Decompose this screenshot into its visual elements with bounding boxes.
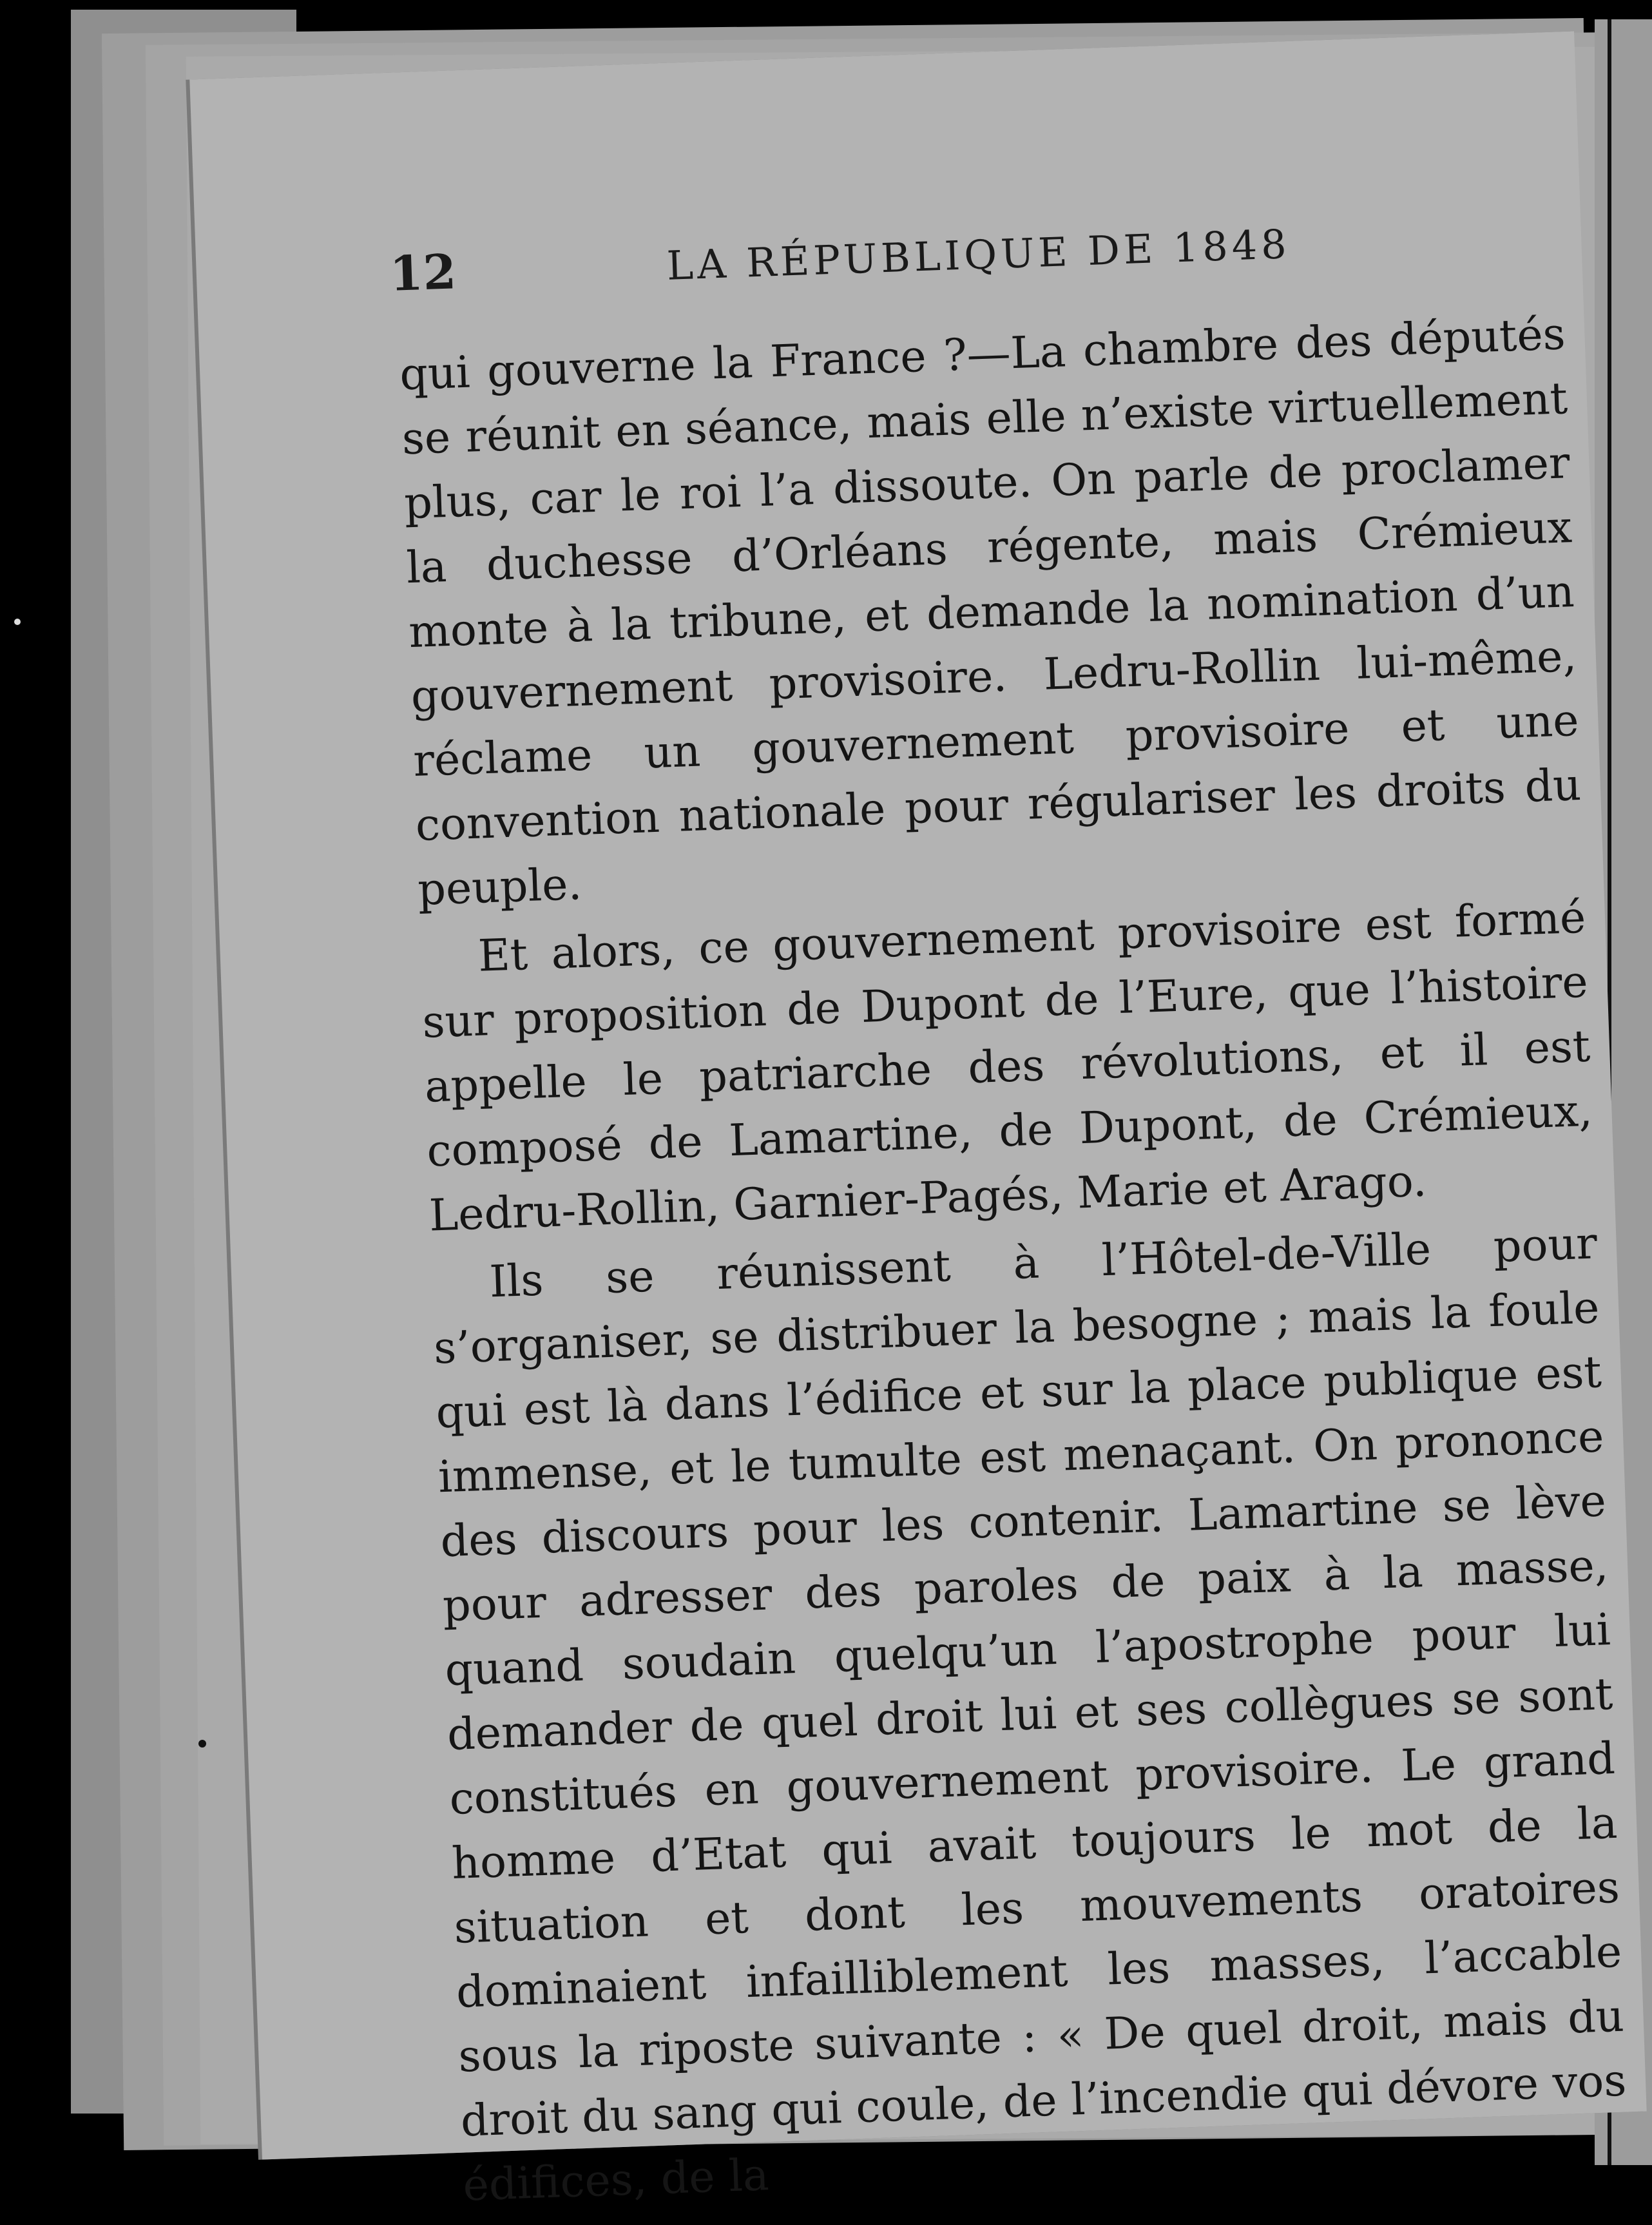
- running-title: LA RÉPUBLIQUE DE 1848: [666, 220, 1291, 289]
- page-header: [389, 209, 1454, 324]
- book-page: [189, 31, 1646, 2211]
- page-number: 12: [389, 244, 457, 302]
- scan-speck: [14, 619, 21, 625]
- body-text: [399, 302, 1630, 2218]
- paragraph: Et alors, ce gouvernement provisoire est formé sur proposition de Dupont de l’Eure, que l’histoire appelle le patriarche des révolutions, et il est composé de Lamartine, de Dupont, de Crémieux, Ledru-Rollin, Garnier-Pagés, Marie et Arago.: [421, 892, 1593, 1242]
- paragraph: qui gouverne la France ?—La chambre des députés se réunit en séance, mais elle n’existe virtuellement plus, car le roi l’a dissoute. On parle de proclamer la duchesse d’Orléans régente, mais Crémieux monte à la tribune, et demande la nomination d’un gouvernement provisoire. Ledru-Rollin lui-même, réclame un gouvernement provisoire et une convention nationale pour régulariser les droits du peuple.: [399, 309, 1582, 916]
- paragraph: Ils se réunissent à l’Hôtel-de-Ville pour s’organiser, se distribuer la besogne ; mais la foule qui est là dans l’édifice et sur la place publique est immense, et le tumulte est menaçant. On prononce des discours pour les contenir. Lamartine se lève pour adresser des paroles de paix à la masse, quand soudain quelqu’un l’apostrophe pour lui demander de quel droit lui et ses collègues se sont constitués en gouvernement provisoire. Le grand homme d’Etat qui avait toujours le mot de la situation et dont les mouvements oratoires dominaient infailliblement les masses, l’accable sous la riposte suivante : « De quel droit, mais du droit du sang qui coule, de l’incendie qui dévore vos édifices, de la: [432, 1218, 1628, 2211]
- scan-speck: [198, 1740, 206, 1748]
